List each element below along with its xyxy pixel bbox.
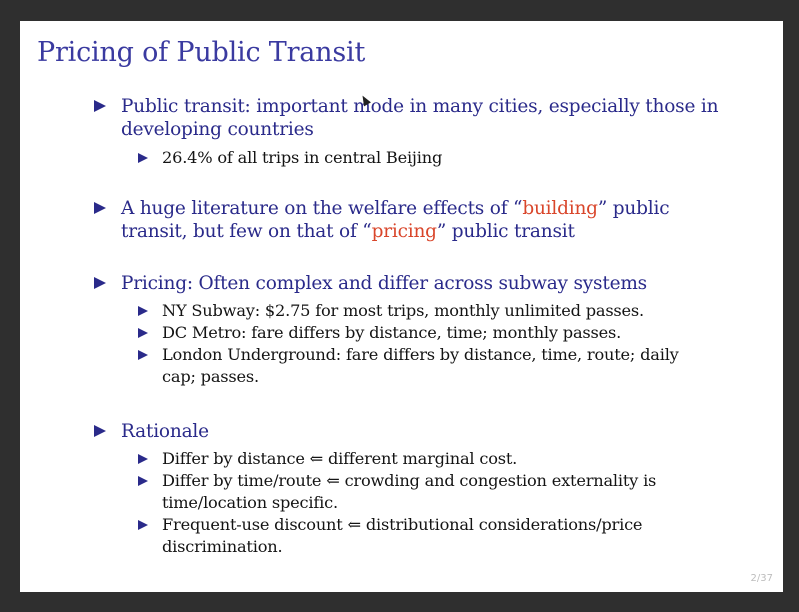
sub-bullet-triangle-icon	[138, 476, 148, 486]
sub-bullet-triangle-icon	[138, 328, 148, 338]
sub-bullet-text: Differ by distance ⇐ different marginal cost.	[162, 449, 518, 468]
sub-bullet-text: London Underground: fare differs by distance, time, route; daily	[162, 345, 679, 364]
sub-bullet-triangle-icon	[138, 454, 148, 464]
bullet-public-transit	[94, 95, 774, 141]
slide-title: Pricing of Public Transit	[37, 37, 366, 68]
sub-bullet-beijing	[138, 147, 758, 169]
bullet-literature	[94, 197, 774, 243]
page-number[interactable]: 2/37	[750, 573, 773, 584]
sub-bullet-triangle-icon	[138, 153, 148, 163]
sub-bullet-triangle-icon	[138, 306, 148, 316]
bullet-text-line: developing countries	[121, 119, 314, 140]
sub-bullet-text: cap; passes.	[162, 367, 259, 386]
bullet-triangle-icon	[94, 100, 106, 112]
bullet-text-line: A huge literature on the welfare effects of “building” public	[121, 198, 670, 219]
sub-bullet-list-rationale	[138, 448, 758, 558]
sub-bullet-triangle-icon	[138, 350, 148, 360]
sub-bullet-text: time/location specific.	[162, 493, 338, 512]
highlight-pricing: pricing	[371, 221, 437, 242]
bullet-pricing-complex	[94, 272, 774, 295]
sub-bullet-list-subways	[138, 300, 758, 388]
bullet-triangle-icon	[94, 202, 106, 214]
bullet-triangle-icon	[94, 277, 106, 289]
highlight-building: building	[522, 198, 598, 219]
sub-bullet-text: 26.4% of all trips in central Beijing	[162, 148, 443, 167]
sub-bullet-text: DC Metro: fare differs by distance, time; monthly passes.	[162, 323, 622, 342]
sub-bullet-text: NY Subway: $2.75 for most trips, monthly unlimited passes.	[162, 301, 644, 320]
sub-bullet-text: discrimination.	[162, 537, 283, 556]
bullet-text-line: Rationale	[121, 421, 209, 442]
bullet-triangle-icon	[94, 425, 106, 437]
sub-bullet-text: Frequent-use discount ⇐ distributional considerations/price	[162, 515, 643, 534]
bullet-text-line: Pricing: Often complex and differ across subway systems	[121, 273, 647, 294]
sub-bullet-triangle-icon	[138, 520, 148, 530]
bullet-rationale	[94, 420, 774, 443]
slide	[20, 21, 783, 592]
bullet-text-line: transit, but few on that of “pricing” public transit	[121, 221, 575, 242]
sub-bullet-text: Differ by time/route ⇐ crowding and congestion externality is	[162, 471, 657, 490]
bullet-text-line: Public transit: important mode in many cities, especially those in	[121, 96, 719, 117]
